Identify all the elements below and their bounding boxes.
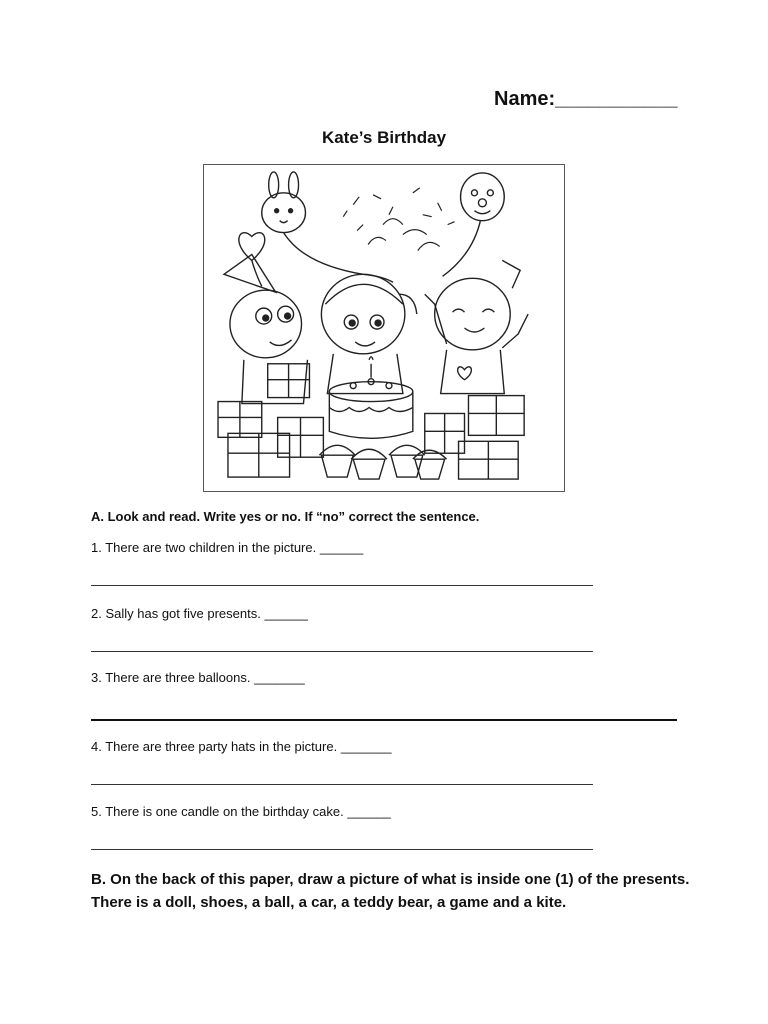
answer-line-3[interactable] [91,719,677,721]
birthday-girl [321,274,416,393]
question-4-text: 4. There are three party hats in the picture. [91,739,338,754]
question-2-blank[interactable]: ______ [264,606,308,621]
answer-line-1[interactable] [91,585,593,586]
answer-line-4[interactable] [91,784,593,785]
question-3 [91,670,305,685]
birthday-cake [329,357,412,439]
page-title: Kate’s Birthday [321,128,447,147]
question-2 [91,606,308,621]
presents [218,396,524,479]
answer-line-5[interactable] [91,849,593,850]
question-4 [91,739,391,754]
question-3-blank[interactable]: _______ [254,670,305,685]
waving-girl [425,260,528,393]
question-3-text: 3. There are three balloons. [91,670,251,685]
question-5-blank[interactable]: ______ [347,804,391,819]
section-a-instruction: A. Look and read. Write yes or no. If “no” correct the sentence. [91,509,480,524]
answer-line-2[interactable] [91,651,593,652]
section-b-instruction: B. On the back of this paper, draw a picture of what is inside one (1) of the presents. There is a doll, shoes, a ball, a car, a teddy bear, a game and a kite. [91,871,690,911]
question-5-text: 5. There is one candle on the birthday cake. [91,804,344,819]
birthday-party-illustration [203,164,565,492]
name-field-label: Name:___________ [494,88,678,110]
bunny-balloon [262,193,306,233]
cupcakes [319,445,446,479]
question-4-blank[interactable]: _______ [340,739,392,754]
question-2-text: 2. Sally has got five presents. [91,606,261,621]
question-1 [91,540,363,555]
question-5 [91,804,391,819]
boy-with-present [224,254,309,403]
heart-balloon [239,233,265,261]
confetti [343,188,454,251]
question-1-blank[interactable]: ______ [319,540,364,555]
question-1-text: 1. There are two children in the picture. [91,540,317,555]
